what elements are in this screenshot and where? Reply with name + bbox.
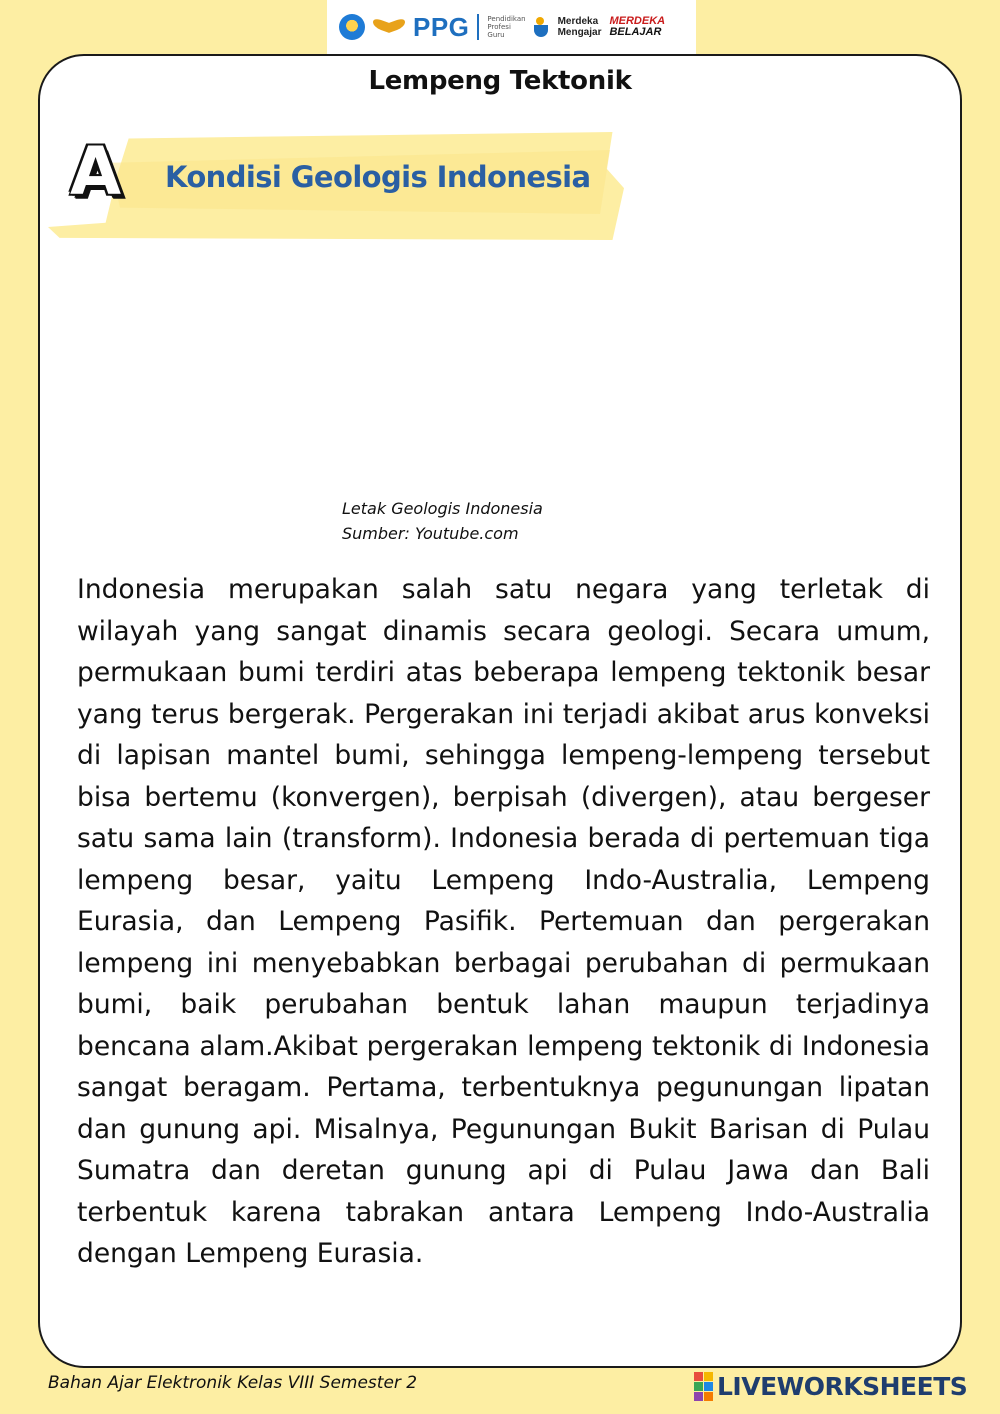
ppg-subtitle-line-2: Profesi [487,23,511,31]
ppg-subtitle-line-1: Pendidikan [487,15,526,23]
page-title: Lempeng Tektonik [368,66,632,96]
ppg-eagle-icon [373,16,405,38]
figure-caption [342,496,543,546]
merdeka-mengajar-icon [534,17,550,37]
logo-bar [327,0,696,54]
merdeka-belajar-logo [609,16,665,38]
body-paragraph: Indonesia merupakan salah satu negara yang terletak di wilayah yang sangat dinamis secara geologi. Secara umum, permukaan bumi terdiri atas beberapa lempeng tektonik besar yang terus bergerak. Pergerakan ini terjadi akibat arus konveksi di lapisan mantel bumi, sehingga lempeng-lempeng tersebut bisa bertemu (konvergen), berpisah (divergen), atau bergeser satu sama lain (transform). Indonesia berada di pertemuan tiga lempeng besar, yaitu Lempeng Indo-Australia, Lempeng Eurasia, dan Lempeng Pasifik. Pertemuan dan pergerakan lempeng ini menyebabkan berbagai perubahan di permukaan bumi, baik perubahan bentuk lahan maupun terjadinya bencana alam.Akibat pergerakan lempeng tektonik di Indonesia sangat beragam. Pertama, terbentuknya pegunungan lipatan dan gunung api. Misalnya, Pegunungan Bukit Barisan di Pulau Sumatra dan deretan gunung api di Pulau Jawa dan Bali terbentuk karena tabrakan antara Lempeng Indo-Australia dengan Lempeng Eurasia. [77,574,930,1269]
footer-text: Bahan Ajar Elektronik Kelas VIII Semester 2 [48,1373,418,1393]
figure-caption-title: Letak Geologis Indonesia [342,499,543,518]
figure-caption-source: Sumber: Youtube.com [342,524,519,543]
ppg-logo-text: PPG [413,11,470,42]
merdeka-belajar-line-2: BELAJAR [609,26,662,38]
liveworksheets-brand: LIVEWORKSHEETS [717,1372,968,1401]
liveworksheets-icon [694,1372,713,1401]
tut-wuri-handayani-emblem-icon [339,14,365,40]
merdeka-mengajar-line-1: Merdeka [557,16,599,27]
section-title: Kondisi Geologis Indonesia [165,160,591,194]
ppg-subtitle-line-3: Guru [487,31,505,39]
merdeka-belajar-line-1: MERDEKA [609,15,666,27]
ppg-subtitle [487,15,525,39]
liveworksheets-logo [694,1372,967,1401]
logo-separator [477,14,479,40]
section-letter: A [70,133,122,210]
merdeka-mengajar-logo [558,16,602,38]
merdeka-mengajar-line-2: Mengajar [557,27,602,38]
